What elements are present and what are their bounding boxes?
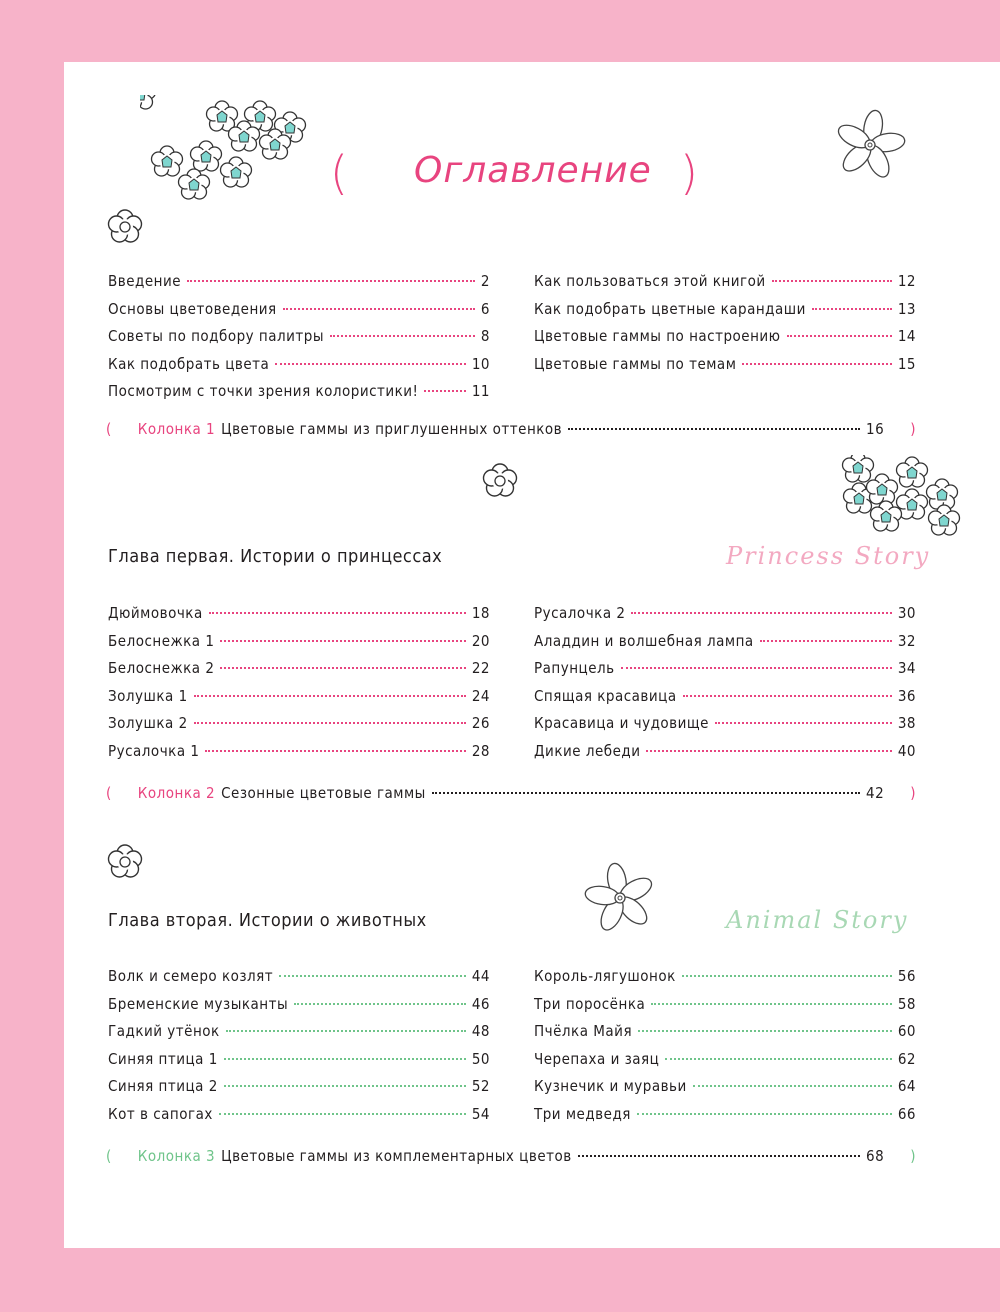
toc-entry-label: Введение [108, 272, 182, 290]
toc-entry-page: 40 [897, 741, 916, 760]
toc-entry-label: Основы цветоведения [108, 299, 277, 318]
toc-entry[interactable] [108, 967, 490, 995]
title-paren-right: ) [680, 146, 698, 200]
toc-entry-label: Пчёлка Майя [534, 1022, 633, 1041]
toc-entry-label: Дюймовочка [108, 604, 203, 622]
toc-entry-page: 8 [480, 327, 490, 346]
toc-entry-page: 14 [897, 327, 916, 346]
toc-entry-label: Как подобрать цвета [108, 354, 270, 373]
leader-dots [693, 1085, 892, 1087]
leader-dots [209, 612, 466, 614]
toc-entry-label: Синяя птица 2 [108, 1077, 218, 1096]
toc-entry[interactable] [534, 1105, 916, 1133]
leader-dots [205, 750, 465, 752]
toc-entry[interactable] [534, 272, 916, 300]
column-tag: Колонка 1 [137, 420, 216, 438]
toc-entry-label: Цветовые гаммы по темам [534, 354, 737, 373]
toc-entry-page: 56 [897, 967, 916, 985]
toc-entry[interactable] [534, 1050, 916, 1078]
leader-dots [683, 695, 892, 697]
leader-dots [432, 792, 860, 794]
toc-entry-page: 22 [471, 659, 490, 678]
leader-dots [631, 612, 891, 614]
toc-entry-page: 15 [897, 354, 916, 373]
bracket-right: ) [910, 420, 916, 438]
toc-entry-label: Три поросёнка [534, 994, 646, 1013]
toc-entry[interactable] [534, 967, 916, 995]
flower-outline-icon [480, 461, 520, 501]
toc-entry-page: 50 [471, 1049, 490, 1068]
column-row-1[interactable] [106, 420, 916, 438]
toc-entry-label: Король-лягушонок [534, 967, 676, 985]
toc-entry[interactable] [108, 604, 490, 632]
toc-entry-page: 26 [471, 714, 490, 733]
bracket-right: ) [910, 1147, 916, 1165]
toc-entry-label: Гадкий утёнок [108, 1022, 220, 1041]
chapter-2-title: Глава вторая. Истории о животных [108, 910, 427, 931]
toc-entry-page: 10 [471, 354, 490, 373]
toc-entry-page: 54 [471, 1104, 490, 1123]
daisy-icon [578, 858, 662, 938]
leader-dots [279, 975, 466, 977]
toc-entry-page: 62 [897, 1049, 916, 1068]
bracket-right: ) [910, 784, 916, 802]
column-label: Сезонные цветовые гаммы [221, 784, 426, 802]
toc-entry-page: 32 [897, 631, 916, 650]
toc-entry[interactable] [108, 1105, 490, 1133]
toc-entry-page: 11 [471, 382, 490, 401]
toc-entry[interactable] [534, 995, 916, 1023]
toc-entry-page: 34 [897, 659, 916, 678]
toc-entry-page: 36 [897, 686, 916, 705]
flower-outline-icon [105, 207, 145, 247]
toc-entry-page: 28 [471, 741, 490, 760]
toc-entry-page: 44 [471, 967, 490, 985]
bracket-left: ( [106, 1147, 112, 1165]
column-label: Цветовые гаммы из приглушенных оттенков [221, 420, 563, 438]
toc-entry[interactable] [108, 327, 490, 355]
toc-entry-label: Советы по подбору палитры [108, 327, 325, 346]
toc-entry[interactable] [534, 355, 916, 383]
leader-dots [219, 1113, 466, 1115]
toc-entry-page: 60 [897, 1022, 916, 1041]
leader-dots [220, 667, 465, 669]
toc-entry-page: 24 [471, 686, 490, 705]
toc-entry-page: 66 [897, 1104, 916, 1123]
toc-entry-page: 12 [897, 272, 916, 290]
column-tag: Колонка 2 [137, 784, 216, 802]
leader-dots [194, 695, 466, 697]
leader-dots [621, 667, 892, 669]
leader-dots [812, 308, 892, 310]
toc-entry-label: Золушка 1 [108, 686, 188, 705]
toc-entry-page: 38 [897, 714, 916, 733]
toc-entry-label: Русалочка 1 [108, 741, 200, 760]
toc-entry-label: Синяя птица 1 [108, 1049, 218, 1068]
toc-entry[interactable] [534, 742, 916, 770]
toc-entry[interactable] [534, 604, 916, 632]
leader-dots [187, 280, 475, 282]
toc-entry[interactable] [108, 632, 490, 660]
leader-dots [787, 335, 892, 337]
toc-entry[interactable] [108, 659, 490, 687]
toc-entry-label: Аладдин и волшебная лампа [534, 631, 754, 650]
leader-dots [760, 640, 892, 642]
leader-dots [424, 390, 465, 392]
page-title: Оглавление [414, 150, 652, 191]
toc-entry-label: Рапунцель [534, 659, 615, 678]
toc-entry-page: 13 [897, 299, 916, 318]
toc-entry-label: Посмотрим с точки зрения колористики! [108, 382, 419, 401]
toc-entry-page: 20 [471, 631, 490, 650]
toc-entry[interactable] [534, 1077, 916, 1105]
toc-entry-label: Кузнечик и муравьи [534, 1077, 687, 1096]
column-row-2[interactable] [106, 784, 916, 802]
leader-dots [224, 1058, 466, 1060]
toc-entry[interactable] [108, 687, 490, 715]
toc-entry-label: Русалочка 2 [534, 604, 626, 622]
toc-entry-label: Волк и семеро козлят [108, 967, 274, 985]
leader-dots [194, 722, 466, 724]
title-paren-left: ( [330, 146, 348, 200]
toc-entry[interactable] [534, 327, 916, 355]
leader-dots [682, 975, 892, 977]
toc-entry-page: 52 [471, 1077, 490, 1096]
leader-dots [742, 363, 891, 365]
toc-entry-page: 64 [897, 1077, 916, 1096]
toc-entry-page: 58 [897, 994, 916, 1013]
toc-entry-label: Три медведя [534, 1104, 631, 1123]
toc-entry[interactable] [108, 382, 490, 410]
toc-entry[interactable] [108, 300, 490, 328]
toc-entry[interactable] [108, 742, 490, 770]
leader-dots [224, 1085, 466, 1087]
toc-entry[interactable] [534, 687, 916, 715]
toc-entry[interactable] [108, 714, 490, 742]
leader-dots [646, 750, 891, 752]
daisy-icon [828, 105, 912, 185]
leader-dots [220, 640, 465, 642]
column-page: 16 [866, 420, 885, 438]
toc-entry[interactable] [108, 355, 490, 383]
toc-entry-label: Золушка 2 [108, 714, 188, 733]
toc-entry-page: 2 [480, 272, 490, 290]
toc-entry[interactable] [534, 1022, 916, 1050]
toc-entry-label: Цветовые гаммы по настроению [534, 327, 781, 346]
leader-dots [330, 335, 475, 337]
toc-entry-page: 48 [471, 1022, 490, 1041]
column-label: Цветовые гаммы из комплементарных цветов [221, 1147, 572, 1165]
toc-entry[interactable] [534, 300, 916, 328]
toc-entry[interactable] [108, 1077, 490, 1105]
toc-entry[interactable] [108, 995, 490, 1023]
toc-entry-label: Красавица и чудовище [534, 714, 709, 733]
toc-intro-left [108, 272, 490, 410]
toc-entry-label: Черепаха и заяц [534, 1049, 660, 1068]
toc-entry-label: Белоснежка 1 [108, 631, 215, 650]
toc-intro-right [534, 272, 916, 382]
leader-dots [568, 428, 860, 430]
leader-dots [283, 308, 475, 310]
toc-chapter-1-left [108, 604, 490, 770]
toc-chapter-2-left [108, 967, 490, 1133]
chapter-1-story: Princess Story [726, 542, 931, 570]
flower-cluster-icon [836, 455, 966, 540]
toc-entry-page: 18 [471, 604, 490, 622]
leader-dots [638, 1030, 892, 1032]
column-page: 42 [866, 784, 885, 802]
column-tag: Колонка 3 [137, 1147, 216, 1165]
chapter-2-story: Animal Story [726, 906, 909, 934]
toc-entry[interactable] [534, 632, 916, 660]
column-page: 68 [866, 1147, 885, 1165]
toc-chapter-2-right [534, 967, 916, 1133]
bracket-left: ( [106, 784, 112, 802]
toc-entry[interactable] [534, 714, 916, 742]
toc-entry[interactable] [108, 1022, 490, 1050]
toc-entry-label: Дикие лебеди [534, 741, 641, 760]
toc-entry-label: Кот в сапогах [108, 1104, 213, 1123]
toc-entry[interactable] [108, 272, 490, 300]
toc-chapter-1-right [534, 604, 916, 770]
flower-outline-icon [105, 842, 145, 882]
toc-entry[interactable] [534, 659, 916, 687]
leader-dots [578, 1155, 860, 1157]
leader-dots [715, 722, 892, 724]
toc-entry-label: Как пользоваться этой книгой [534, 272, 766, 290]
toc-entry[interactable] [108, 1050, 490, 1078]
toc-entry-label: Белоснежка 2 [108, 659, 215, 678]
leader-dots [275, 363, 466, 365]
toc-entry-page: 6 [480, 299, 490, 318]
bracket-left: ( [106, 420, 112, 438]
chapter-1-title: Глава первая. Истории о принцессах [108, 546, 443, 567]
toc-entry-label: Бременские музыканты [108, 994, 289, 1013]
leader-dots [226, 1030, 466, 1032]
column-row-3[interactable] [106, 1147, 916, 1165]
toc-entry-page: 30 [897, 604, 916, 622]
toc-entry-label: Как подобрать цветные карандаши [534, 299, 806, 318]
leader-dots [637, 1113, 892, 1115]
leader-dots [772, 280, 892, 282]
toc-entry-page: 46 [471, 994, 490, 1013]
leader-dots [665, 1058, 891, 1060]
toc-entry-label: Спящая красавица [534, 686, 677, 705]
leader-dots [651, 1003, 892, 1005]
leader-dots [294, 1003, 466, 1005]
flower-cluster-icon [140, 95, 310, 205]
